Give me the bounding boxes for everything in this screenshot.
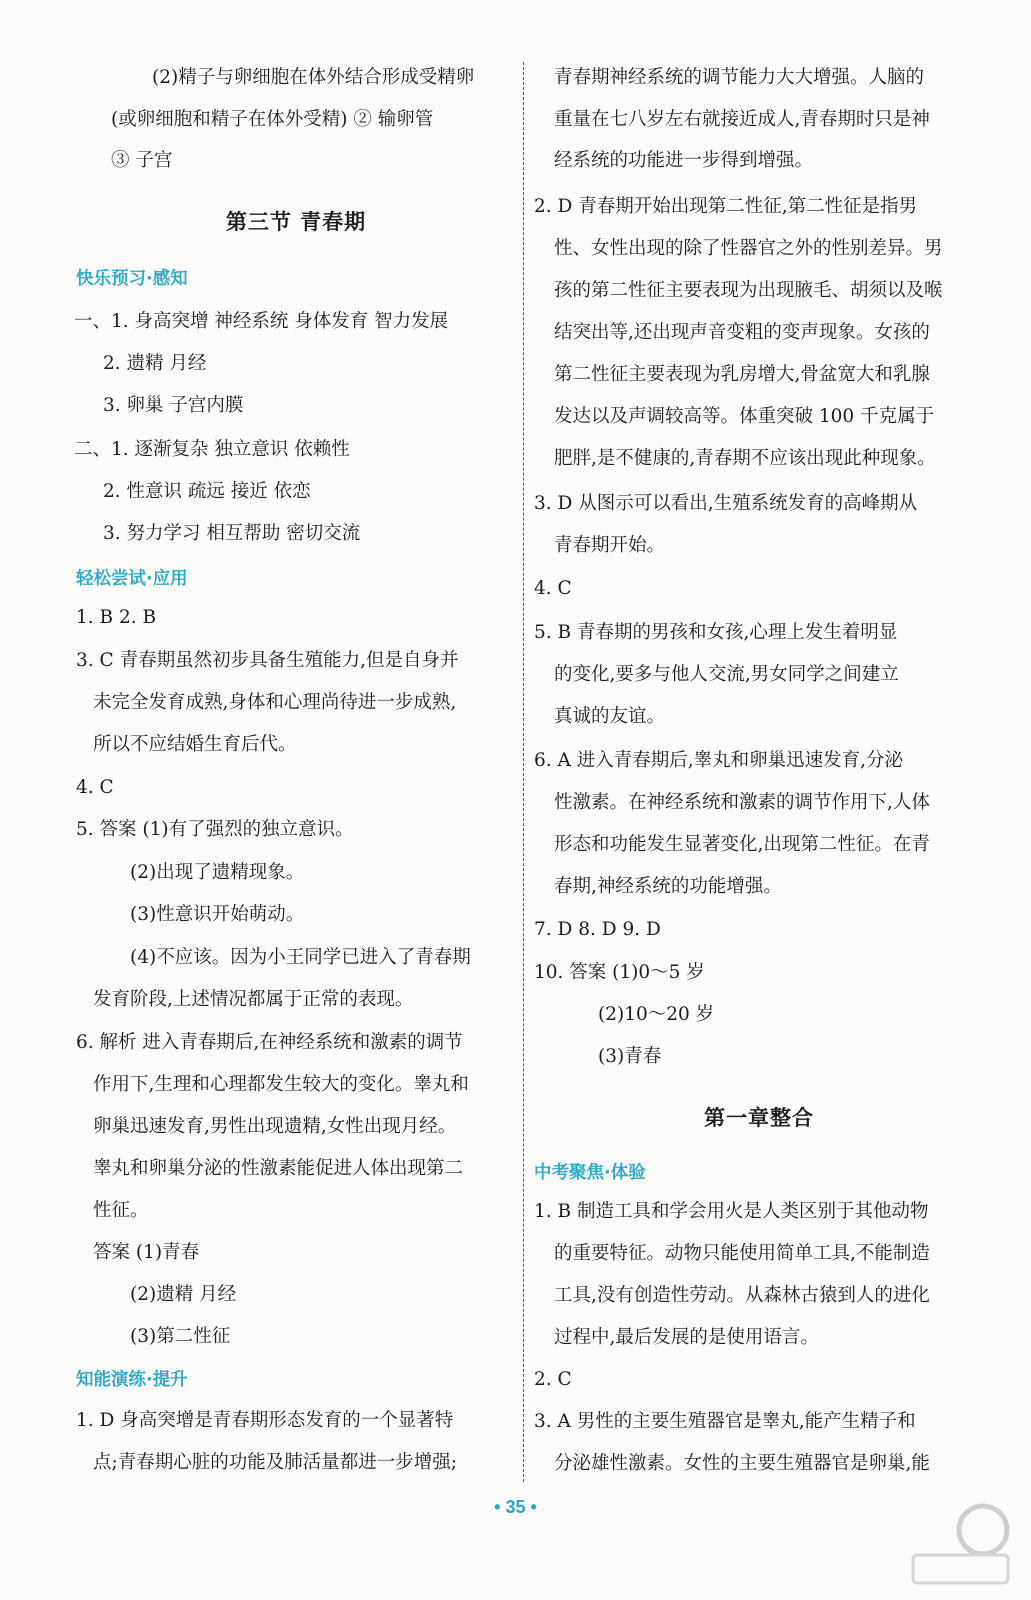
answer-line: 经系统的功能进一步得到增强。 [554,150,814,171]
answer-line: 4. C [76,777,114,798]
answer-line: 发育阶段,上述情况都属于正常的表现。 [93,989,414,1010]
answer-line: 性、女性出现的除了性器官之外的性别差异。男 [554,238,943,259]
answer-line: 的重要特征。动物只能使用简单工具,不能制造 [554,1243,930,1264]
chapter-summary-title: 第一章整合 [704,1106,814,1130]
section-heading-practice: 知能演练·提升 [76,1370,188,1390]
answer-line: 所以不应结婚生育后代。 [93,734,297,755]
answer-line: 形态和功能发生显著变化,出现第二性征。在青 [554,834,930,855]
answer-line: 5. B 青春期的男孩和女孩,心理上发生着明显 [534,622,898,643]
answer-line: 青春期神经系统的调节能力大大增强。人脑的 [554,67,925,88]
answer-line: 7. D 8. D 9. D [534,919,661,940]
answer-line: 结突出等,还出现声音变粗的变声现象。女孩的 [554,322,930,343]
answer-line: 4. C [534,578,572,599]
column-divider [523,62,524,1482]
answer-line: 2. C [534,1369,572,1390]
section-heading-preview: 快乐预习·感知 [76,269,188,289]
answer-line: (4)不应该。因为小王同学已进入了青春期 [130,947,471,968]
answer-line: 3. D 从图示可以看出,生殖系统发育的高峰期从 [534,493,918,514]
answer-line: 春期,神经系统的功能增强。 [554,876,782,897]
answer-line: 未完全发育成熟,身体和心理尚待进一步成熟, [93,692,457,713]
answer-line: 1. D 身高突增是青春期形态发育的一个显著特 [76,1410,454,1431]
answer-line: (3)性意识开始萌动。 [130,904,305,925]
section-title: 第三节 青春期 [225,210,367,234]
answer-line: 肥胖,是不健康的,青春期不应该出现此种现象。 [554,448,936,469]
answer-line: 睾丸和卵巢分泌的性激素能促进人体出现第二 [93,1158,464,1179]
answer-line: 3. 努力学习 相互帮助 密切交流 [103,523,361,544]
answer-line: 1. B 制造工具和学会用火是人类区别于其他动物 [534,1201,929,1222]
answer-line: 5. 答案 (1)有了强烈的独立意识。 [76,819,354,840]
answer-line: 10. 答案 (1)0～5 岁 [534,962,705,983]
page-number: • 35 • [494,1497,537,1517]
answer-line: (3)青春 [598,1046,662,1067]
answer-line: 发达以及声调较高等。体重突破 100 千克属于 [554,406,935,427]
answer-line: 2. 遗精 月经 [103,353,207,374]
answer-line: (2)精子与卵细胞在体外结合形成受精卵 [152,67,475,88]
answer-line: 真诚的友谊。 [554,706,666,727]
answer-line: 二、1. 逐渐复杂 独立意识 依赖性 [74,439,350,460]
answer-line: 第二性征主要表现为乳房增大,骨盆宽大和乳腺 [554,364,930,385]
answer-line: 孩的第二性征主要表现为出现腋毛、胡须以及喉 [554,280,943,301]
section-heading-exam: 中考聚焦·体验 [534,1163,646,1183]
watermark-logo [903,1500,1013,1590]
answer-line: 6. 解析 进入青春期后,在神经系统和激素的调节 [76,1032,463,1053]
answer-line: (或卵细胞和精子在体外受精) ② 输卵管 [111,109,434,130]
answer-line: 的变化,要多与他人交流,男女同学之间建立 [554,664,899,685]
answer-line: (3)第二性征 [130,1326,231,1347]
answer-line: 重量在七八岁左右就接近成人,青春期时只是神 [554,109,930,130]
answer-line: 性激素。在神经系统和激素的调节作用下,人体 [554,792,930,813]
answer-line: 青春期开始。 [554,535,666,556]
answer-line: 性征。 [93,1200,149,1221]
answer-line: (2)出现了遗精现象。 [130,862,305,883]
section-heading-try: 轻松尝试·应用 [76,569,188,589]
answer-line: (2)遗精 月经 [130,1284,237,1305]
answer-line: 3. C 青春期虽然初步具备生殖能力,但是自身并 [76,650,459,671]
answer-line: 作用下,生理和心理都发生较大的变化。睾丸和 [93,1074,469,1095]
answer-line: 3. A 男性的主要生殖器官是睾丸,能产生精子和 [534,1411,916,1432]
answer-line: 点;青春期心脏的功能及肺活量都进一步增强; [93,1452,457,1473]
answer-line: 3. 卵巢 子宫内膜 [103,395,244,416]
answer-line: 过程中,最后发展的是使用语言。 [554,1327,819,1348]
answer-line: ③ 子宫 [111,150,173,171]
answer-line: 6. A 进入青春期后,睾丸和卵巢迅速发育,分泌 [534,750,904,771]
answer-line: 工具,没有创造性劳动。从森林古猿到人的进化 [554,1285,930,1306]
answer-line: 2. D 青春期开始出现第二性征,第二性征是指男 [534,196,918,217]
answer-line: 答案 (1)青春 [93,1242,200,1263]
answer-line: 卵巢迅速发育,男性出现遗精,女性出现月经。 [93,1116,457,1137]
answer-line: (2)10～20 岁 [598,1004,715,1025]
answer-line: 2. 性意识 疏远 接近 依恋 [103,481,311,502]
answer-line: 一、1. 身高突增 神经系统 身体发育 智力发展 [74,311,449,332]
answer-line: 分泌雄性激素。女性的主要生殖器官是卵巢,能 [554,1453,930,1474]
answer-line: 1. B 2. B [76,607,157,628]
page-number-value: 35 [505,1497,526,1517]
